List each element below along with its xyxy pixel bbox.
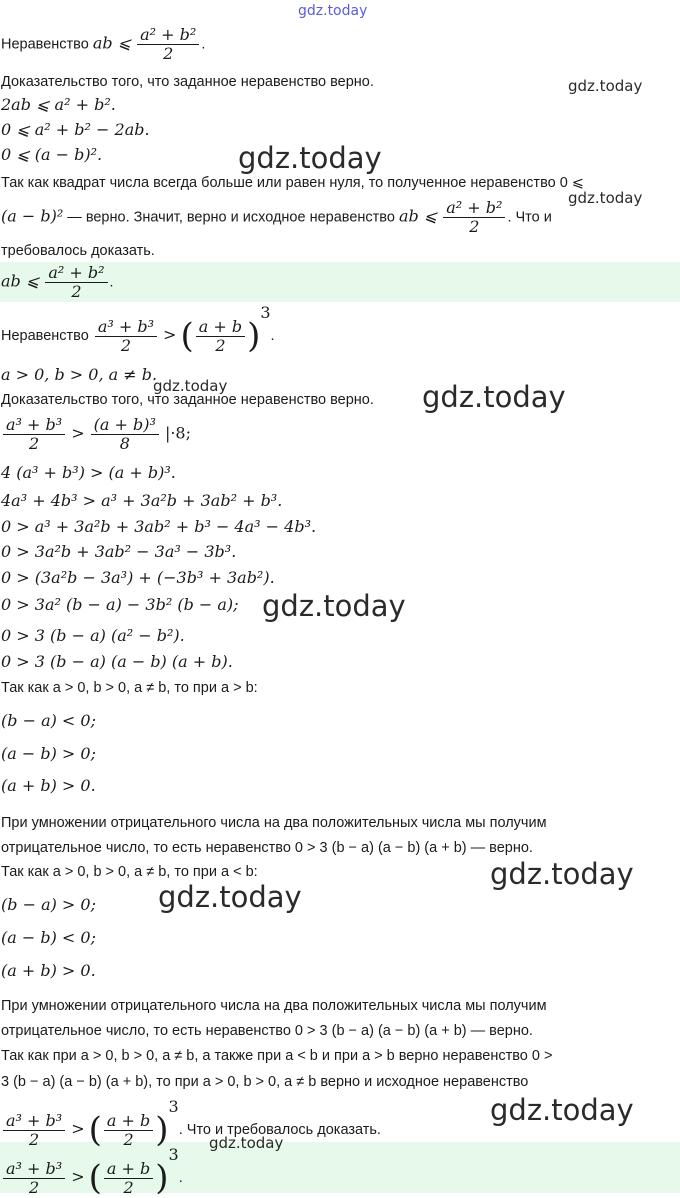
- statement-lhs: ab ⩽: [92, 33, 132, 53]
- case-text: При умножении отрицательного числа на два положительных числа мы получим: [1, 815, 547, 831]
- conclusion-line: требовалось доказать.: [1, 243, 155, 259]
- case-line: (a + b) > 0.: [1, 961, 96, 980]
- answer-end: .: [109, 274, 114, 291]
- watermark: gdz.today: [262, 589, 406, 623]
- proof-intro: Доказательство того, что заданное неравенство верно.: [1, 74, 374, 90]
- statement-label: Неравенство: [1, 328, 89, 344]
- proof-step: 0 > 3a²b + 3ab² − 3a³ − 3b³.: [1, 542, 237, 561]
- fraction-numerator: a³ + b³: [3, 1160, 65, 1179]
- watermark: gdz.today: [490, 1093, 634, 1127]
- fraction-denominator: 2: [29, 1177, 40, 1197]
- exponent: 3: [260, 303, 271, 322]
- case-line: (b − a) > 0;: [1, 895, 96, 914]
- fraction-numerator: a³ + b³: [3, 1112, 65, 1131]
- case-line: (a + b) > 0.: [1, 776, 96, 795]
- fraction-denominator: 2: [123, 1177, 134, 1197]
- gt-sign: >: [71, 1167, 85, 1186]
- case-line: (a − b) > 0;: [1, 744, 96, 763]
- proof-step: 0 ⩽ (a − b)².: [1, 145, 103, 164]
- proof-step: 4 (a³ + b³) > (a + b)³.: [1, 463, 176, 482]
- conclusion-line: Так как квадрат числа всегда больше или равен нуля, то полученное неравенство 0 ⩽: [1, 175, 584, 191]
- watermark: gdz.today: [238, 141, 382, 175]
- proof-intro: Доказательство того, что заданное неравенство верно.: [1, 392, 374, 408]
- case-intro: Так как a > 0, b > 0, a ≠ b, то при a > b:: [1, 680, 258, 696]
- statement-end: .: [270, 328, 275, 344]
- case-line: (b − a) < 0;: [1, 711, 96, 730]
- fraction-numerator: (a + b)³: [91, 416, 159, 435]
- fraction: [3, 1160, 65, 1197]
- fraction-numerator: a² + b²: [45, 264, 107, 283]
- left-paren: (: [88, 1110, 102, 1151]
- fraction: [137, 26, 199, 63]
- right-paren: ): [247, 316, 261, 357]
- gt-sign: >: [163, 325, 177, 344]
- answer-2: [1, 1146, 183, 1197]
- fraction: [196, 318, 245, 355]
- multiply-tail: |·8;: [164, 423, 191, 443]
- proof-step: 0 > 3 (b − a) (a − b) (a + b).: [1, 652, 233, 671]
- answer-lhs: ab ⩽: [1, 271, 40, 291]
- case-text: При умножении отрицательного числа на два положительных числа мы получим: [1, 998, 547, 1014]
- right-paren: ): [155, 1158, 169, 1198]
- watermark: gdz.today: [422, 380, 566, 414]
- watermark: gdz.today: [568, 77, 643, 95]
- conclusion-lhs: ab ⩽: [398, 206, 438, 226]
- fraction-numerator: a³ + b³: [3, 416, 65, 435]
- fraction-numerator: a + b: [104, 1112, 153, 1131]
- final-inequality: [1, 1098, 381, 1149]
- fraction: [45, 264, 107, 301]
- fraction: [3, 416, 65, 453]
- proof-step: 0 > a³ + 3a²b + 3ab² + b³ − 4a³ − 4b³.: [1, 517, 317, 536]
- fraction-numerator: a + b: [196, 318, 245, 337]
- answer-end: .: [178, 1170, 183, 1186]
- watermark: gdz.today: [209, 1134, 284, 1152]
- statement-label: Неравенство: [1, 36, 89, 53]
- proof-step: 0 > (3a²b − 3a³) + (−3b³ + 3ab²).: [1, 568, 275, 587]
- fraction-numerator: a² + b²: [443, 199, 505, 218]
- proof-step: 0 ⩽ a² + b² − 2ab.: [1, 120, 150, 139]
- conclusion-math: (a − b)²: [1, 206, 64, 226]
- gt-sign: >: [71, 1119, 85, 1138]
- fraction: [104, 1112, 153, 1149]
- fraction-numerator: a² + b²: [137, 26, 199, 45]
- fraction-denominator: 2: [71, 282, 82, 301]
- gt-sign: >: [71, 423, 85, 443]
- fraction: [91, 416, 159, 453]
- conclusion-end: . Что и: [507, 209, 552, 226]
- case-intro: Так как a > 0, b > 0, a ≠ b, то при a < b:: [1, 864, 258, 880]
- conclusion-line: [1, 199, 552, 236]
- conclusion-text: — верно. Значит, верно и исходное неравенство: [67, 209, 395, 226]
- exponent: 3: [168, 1145, 179, 1164]
- fraction-numerator: a + b: [104, 1160, 153, 1179]
- case-text: отрицательное число, то есть неравенство 0 > 3 (b − a) (a − b) (a + b) — верно.: [1, 1023, 533, 1039]
- exponent: 3: [168, 1097, 179, 1116]
- proof-step: 4a³ + 4b³ > a³ + 3a²b + 3ab² + b³.: [1, 491, 283, 510]
- fraction: [443, 199, 505, 236]
- fraction-denominator: 2: [29, 434, 40, 453]
- final-text: Так как при a > 0, b > 0, a ≠ b, а также при a < b и при a > b верно неравенство 0 >: [1, 1048, 553, 1064]
- fraction-denominator: 2: [120, 335, 131, 355]
- proof-step: 0 > 3a² (b − a) − 3b² (b − a);: [1, 595, 239, 614]
- fraction-denominator: 2: [215, 335, 226, 355]
- watermark: gdz.today: [158, 880, 302, 914]
- watermark: gdz.today: [568, 189, 643, 207]
- proof-step: 0 > 3 (b − a) (a² − b²).: [1, 626, 185, 645]
- final-text: 3 (b − a) (a − b) (a + b), то при a > 0, b > 0, a ≠ b верно и исходное неравенство: [1, 1074, 529, 1090]
- case-text: отрицательное число, то есть неравенство 0 > 3 (b − a) (a − b) (a + b) — верно.: [1, 840, 533, 856]
- fraction-denominator: 2: [163, 44, 174, 63]
- final-end: . Что и требовалось доказать.: [178, 1122, 381, 1138]
- right-paren: ): [155, 1110, 169, 1151]
- watermark-top: gdz.today: [298, 3, 368, 19]
- fraction: [95, 318, 157, 355]
- conditions: a > 0, b > 0, a ≠ b.: [1, 365, 158, 384]
- left-paren: (: [180, 316, 194, 357]
- multiply-line: [1, 416, 191, 453]
- fraction-denominator: 2: [29, 1129, 40, 1149]
- fraction-denominator: 8: [119, 434, 130, 453]
- proof-step: 2ab ⩽ a² + b².: [1, 95, 116, 114]
- fraction: [104, 1160, 153, 1197]
- watermark: gdz.today: [153, 377, 228, 395]
- statement-2: [1, 304, 275, 355]
- statement-1: [1, 26, 205, 63]
- fraction-denominator: 2: [469, 217, 480, 236]
- watermark: gdz.today: [490, 857, 634, 891]
- fraction: [3, 1112, 65, 1149]
- fraction-numerator: a³ + b³: [95, 318, 157, 337]
- fraction-denominator: 2: [123, 1129, 134, 1149]
- statement-end: .: [201, 36, 206, 53]
- answer-1: [1, 264, 114, 301]
- left-paren: (: [88, 1158, 102, 1198]
- case-line: (a − b) < 0;: [1, 928, 96, 947]
